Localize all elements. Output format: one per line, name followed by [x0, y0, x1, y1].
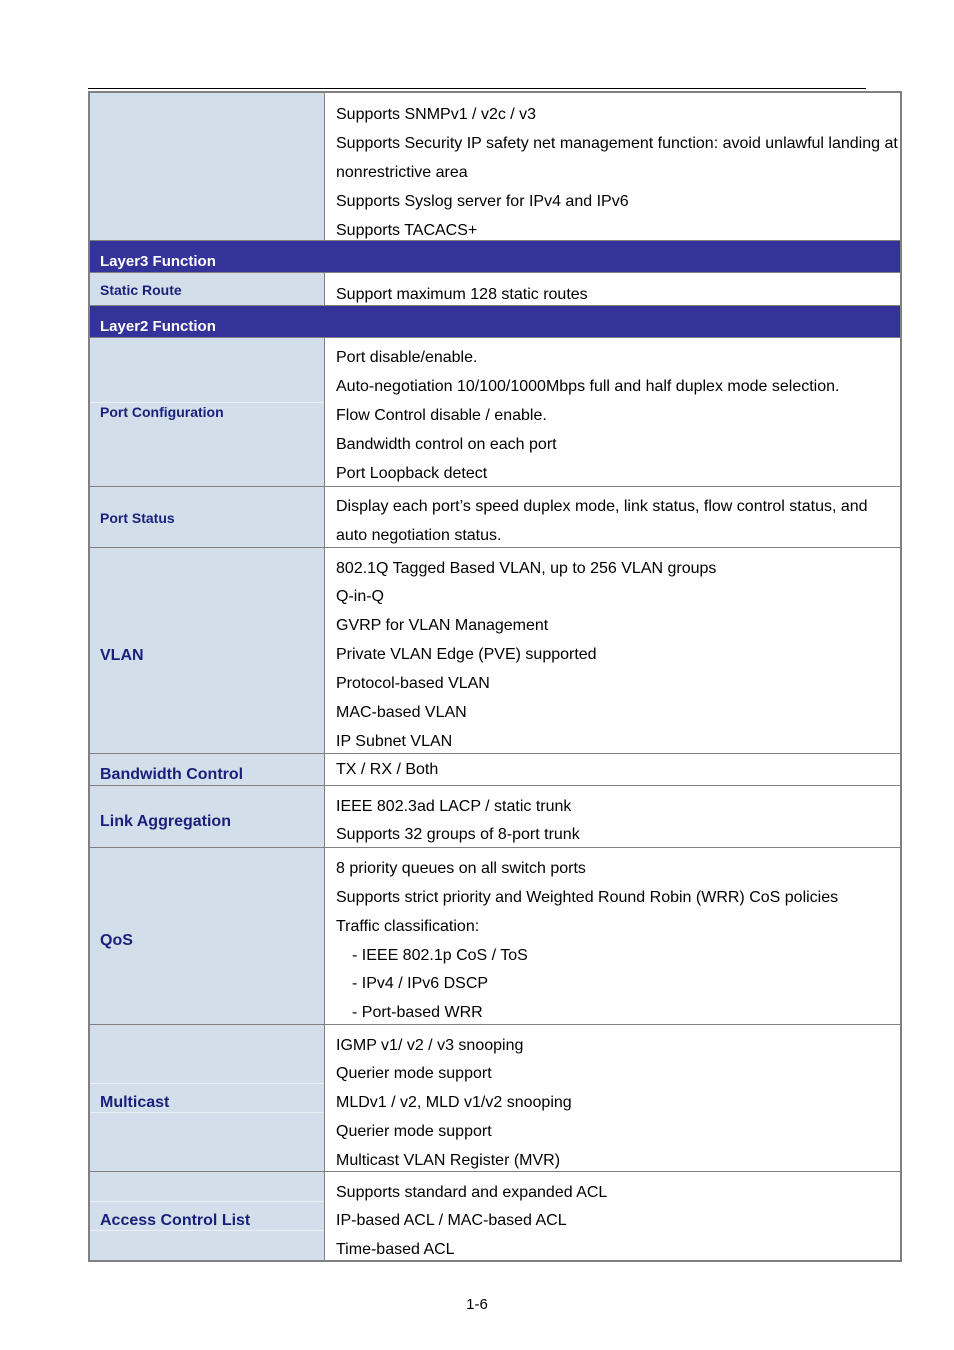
row-label-cell — [90, 548, 325, 753]
table-row-vlan — [90, 548, 900, 754]
spec-line: Querier mode support — [336, 1123, 492, 1140]
spec-line: IEEE 802.3ad LACP / static trunk — [336, 798, 572, 815]
spec-line: MAC-based VLAN — [336, 704, 467, 721]
row-label: Port Status — [100, 510, 175, 526]
row-label: Port Configuration — [100, 404, 224, 420]
row-label: Static Route — [100, 282, 182, 298]
spec-line: Protocol-based VLAN — [336, 675, 490, 692]
spec-line: Port disable/enable. — [336, 349, 478, 366]
spec-line: MLDv1 / v2, MLD v1/v2 snooping — [336, 1094, 572, 1111]
spec-line: Supports SNMPv1 / v2c / v3 — [336, 106, 537, 123]
row-label-cell — [90, 1025, 325, 1171]
spec-line: Q-in-Q — [336, 588, 384, 605]
row-label-cell — [90, 754, 325, 785]
row-label: Link Aggregation — [100, 813, 231, 830]
table-row-multicast — [90, 1025, 900, 1172]
row-value-cell — [326, 1025, 900, 1171]
table-row-access-control-list — [90, 1172, 900, 1260]
spec-line: Querier mode support — [336, 1065, 492, 1082]
table-row-bandwidth-control — [90, 754, 900, 786]
spec-line: Private VLAN Edge (PVE) supported — [336, 646, 597, 663]
section-header-layer2 — [90, 306, 900, 338]
header-rule — [88, 88, 866, 89]
spec-line: Multicast VLAN Register (MVR) — [336, 1152, 561, 1169]
spec-line: IP Subnet VLAN — [336, 733, 453, 750]
spec-line: Supports standard and expanded ACL — [336, 1184, 608, 1201]
row-label: Multicast — [100, 1094, 170, 1111]
spec-line: Display each port’s speed duplex mode, link status, flow control status, and — [336, 498, 868, 515]
spec-line: IGMP v1/ v2 / v3 snooping — [336, 1037, 524, 1054]
section-header-layer3 — [90, 241, 900, 273]
section-title: Layer2 Function — [100, 318, 216, 335]
row-label-cell — [90, 273, 325, 305]
row-label: Bandwidth Control — [100, 766, 244, 783]
row-value-cell — [326, 754, 900, 785]
section-title: Layer3 Function — [100, 253, 216, 270]
row-value-cell — [326, 848, 900, 1024]
spec-line: Support maximum 128 static routes — [336, 286, 588, 303]
table-row-management — [90, 93, 900, 241]
spec-line: Flow Control disable / enable. — [336, 407, 547, 424]
spec-line: Traffic classification: — [336, 918, 480, 935]
row-value-cell — [326, 93, 900, 240]
row-label: VLAN — [100, 647, 144, 664]
spec-table — [88, 91, 902, 1262]
row-value-cell — [326, 1172, 900, 1260]
row-label-cell — [90, 786, 325, 847]
row-value-cell — [326, 786, 900, 847]
spec-line: TX / RX / Both — [336, 761, 439, 778]
spec-line: - Port-based WRR — [352, 1004, 483, 1021]
spec-line: Port Loopback detect — [336, 465, 488, 482]
spec-line: Supports strict priority and Weighted Round Robin (WRR) CoS policies — [336, 889, 839, 906]
row-label: Access Control List — [100, 1212, 251, 1229]
row-label: QoS — [100, 932, 133, 949]
spec-line: IP-based ACL / MAC-based ACL — [336, 1212, 567, 1229]
spec-line: GVRP for VLAN Management — [336, 617, 549, 634]
spec-line: Bandwidth control on each port — [336, 436, 557, 453]
row-label-cell — [90, 487, 325, 547]
spec-line: - IPv4 / IPv6 DSCP — [352, 975, 489, 992]
row-value-cell — [326, 487, 900, 547]
spec-line: - IEEE 802.1p CoS / ToS — [352, 947, 528, 964]
spec-line: 802.1Q Tagged Based VLAN, up to 256 VLAN groups — [336, 560, 717, 577]
table-row-qos — [90, 848, 900, 1025]
spec-line: nonrestrictive area — [336, 164, 468, 181]
spec-line: Supports Syslog server for IPv4 and IPv6 — [336, 193, 629, 210]
spec-line: Supports Security IP safety net management function: avoid unlawful landing at — [336, 135, 898, 152]
row-label-cell — [90, 338, 325, 486]
spec-line: Supports TACACS+ — [336, 222, 478, 239]
row-label-cell — [90, 93, 325, 240]
table-row-port-configuration — [90, 338, 900, 487]
table-row-link-aggregation — [90, 786, 900, 848]
table-row-static-route — [90, 273, 900, 306]
spec-line: auto negotiation status. — [336, 527, 502, 544]
row-label-cell — [90, 1172, 325, 1260]
spec-line: 8 priority queues on all switch ports — [336, 860, 586, 877]
page-number: 1-6 — [466, 1296, 488, 1313]
table-row-port-status — [90, 487, 900, 548]
spec-line: Supports 32 groups of 8-port trunk — [336, 826, 580, 843]
spec-line: Time-based ACL — [336, 1241, 455, 1258]
spec-line: Auto-negotiation 10/100/1000Mbps full and half duplex mode selection. — [336, 378, 840, 395]
row-label-cell — [90, 848, 325, 1024]
row-value-cell — [326, 273, 900, 305]
row-value-cell — [326, 338, 900, 486]
row-value-cell — [326, 548, 900, 753]
